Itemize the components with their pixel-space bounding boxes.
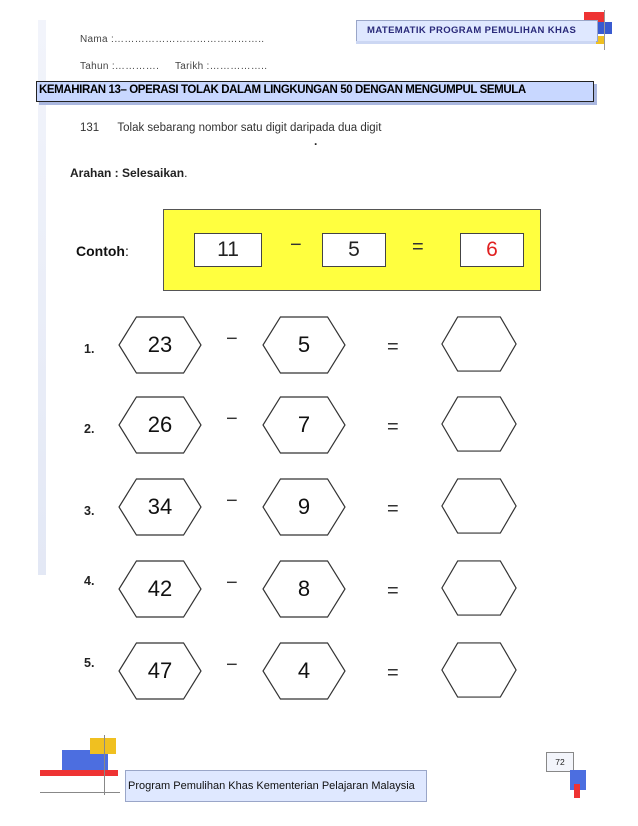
- footer-text: Program Pemulihan Khas Kementerian Pelajaran Malaysia: [128, 780, 415, 792]
- date-field: Tarikh :……………..: [175, 61, 268, 72]
- answer-hexagon[interactable]: [441, 478, 517, 534]
- subtrahend-hexagon: [262, 478, 346, 536]
- example-subtrahend: 5: [322, 233, 386, 267]
- example-label: [76, 243, 129, 259]
- footer-deco-line-h: [40, 792, 120, 793]
- minuend-hexagon: [118, 642, 202, 700]
- minuend-hexagon: [118, 396, 202, 454]
- question-number: 4.: [84, 574, 95, 588]
- skill-title: KEMAHIRAN 13– OPERASI TOLAK DALAM LINGKUNGAN 50 DENGAN MENGUMPUL SEMULA: [39, 84, 526, 96]
- page-deco-red: [574, 784, 580, 798]
- example-label-colon: :: [124, 243, 129, 259]
- left-margin-strip: [38, 20, 46, 575]
- minus-sign: −: [226, 572, 238, 594]
- equals-sign: =: [387, 336, 399, 358]
- example-minus: −: [290, 234, 302, 256]
- subtrahend-hexagon: [262, 642, 346, 700]
- equals-sign: =: [387, 662, 399, 684]
- decorative-line: [604, 10, 605, 50]
- subtrahend-hexagon-value: 9: [297, 494, 311, 519]
- example-result: 6: [460, 233, 524, 267]
- instruction: [70, 166, 187, 180]
- skill-title-bar: [36, 81, 594, 102]
- subtrahend-hexagon: [262, 396, 346, 454]
- subtrahend-hexagon-value: 8: [297, 576, 311, 601]
- minuend-hexagon: [118, 560, 202, 618]
- subtrahend-hexagon-value: 5: [297, 332, 311, 357]
- subtitle-code: 131: [80, 122, 100, 134]
- subtitle-text: Tolak sebarang nombor satu digit daripada dua digit: [117, 122, 382, 134]
- instruction-end: .: [184, 166, 188, 180]
- program-header: [356, 20, 598, 42]
- equals-sign: =: [387, 580, 399, 602]
- answer-hexagon[interactable]: [441, 316, 517, 372]
- minuend-hexagon: [118, 478, 202, 536]
- subtrahend-hexagon-value: 4: [297, 658, 311, 683]
- equals-sign: =: [387, 498, 399, 520]
- year-field: Tahun :………….: [80, 61, 160, 72]
- equals-sign: =: [387, 416, 399, 438]
- subtrahend-hexagon: [262, 560, 346, 618]
- subtrahend-hexagon-value: 7: [297, 412, 311, 437]
- header-underline: [356, 41, 596, 44]
- minuend-hexagon-value: 23: [147, 332, 173, 357]
- minuend-hexagon-value: 47: [147, 658, 173, 683]
- subtitle-dot: .: [314, 134, 318, 148]
- example-box: [163, 209, 541, 291]
- footer-deco-red: [40, 770, 118, 776]
- question-number: 2.: [84, 422, 95, 436]
- minus-sign: −: [226, 328, 238, 350]
- example-label-text: Contoh: [76, 243, 125, 259]
- question-number: 3.: [84, 504, 95, 518]
- footer-deco-gold: [90, 738, 116, 754]
- example-minuend: 11: [194, 233, 262, 267]
- answer-hexagon[interactable]: [441, 396, 517, 452]
- answer-hexagon[interactable]: [441, 560, 517, 616]
- example-equals: =: [412, 236, 424, 258]
- name-field: Nama :……………………………………..: [80, 34, 265, 45]
- minuend-hexagon-value: 42: [147, 576, 173, 601]
- minus-sign: −: [226, 408, 238, 430]
- answer-hexagon[interactable]: [441, 642, 517, 698]
- minuend-hexagon-value: 34: [147, 494, 173, 519]
- minuend-hexagon: [118, 316, 202, 374]
- decorative-square-blue: [598, 22, 612, 34]
- question-number: 5.: [84, 656, 95, 670]
- subtrahend-hexagon: [262, 316, 346, 374]
- subtitle: [80, 122, 381, 134]
- question-number: 1.: [84, 342, 95, 356]
- program-header-text: MATEMATIK PROGRAM PEMULIHAN KHAS: [367, 25, 577, 36]
- minus-sign: −: [226, 654, 238, 676]
- footer-box: [125, 770, 427, 802]
- page-number: 72: [546, 752, 574, 772]
- minuend-hexagon-value: 26: [147, 412, 173, 437]
- footer-deco-line: [104, 735, 105, 795]
- minus-sign: −: [226, 490, 238, 512]
- instruction-label: Arahan : Selesaikan: [70, 166, 185, 180]
